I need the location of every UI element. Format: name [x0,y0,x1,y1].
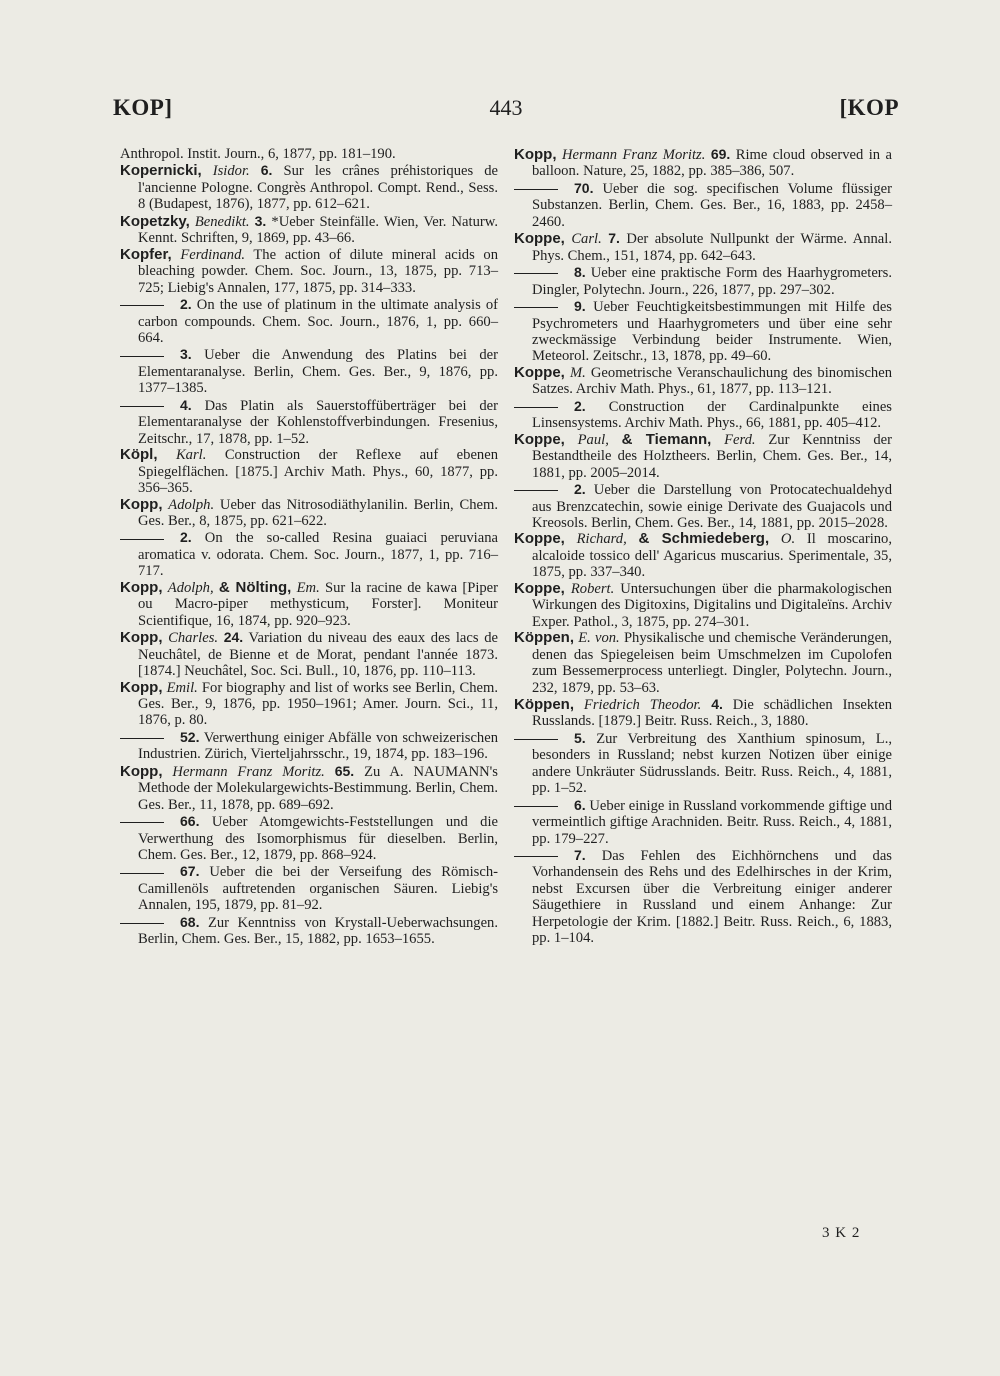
entry-number: 66. [180,813,200,830]
entry-text: Das Platin als Sauerstoffüberträger bei der Elementaranalyse der Kohlenstoffverbindungen. Fresenius, Zeitschr., 17, 1878, pp. 1–52. [138,397,498,447]
ditto-dash [120,539,164,540]
author-given-name: Hermann Franz Moritz. [172,763,325,780]
bibliography-entry [120,729,498,763]
ditto-dash [514,407,558,408]
bibliography-entry [120,813,498,863]
coauthor-surname: & Schmiedeberg, [638,530,770,548]
author-surname: Köppen, [514,695,574,713]
entry-number: 69. [710,146,731,162]
bibliography-entry [514,797,892,847]
author-given-name: Carl. [571,231,602,248]
bibliography-entry [120,680,498,729]
right-column [514,146,892,947]
entry-number: 2. [180,296,192,313]
entry-number: 52. [180,728,200,745]
bibliography-entry [514,398,892,432]
author-given-name: Richard, [576,531,627,548]
author-surname: Kopp, [120,762,163,780]
entry-number: 4. [711,695,723,712]
page-number: 443 [489,95,523,120]
author-surname: Kopfer, [120,245,172,263]
entry-text: Das Fehlen des Eichhörnchens und das Vorhandensein des Rehs und des Edelhirsches in der Krim, nebst Excursen über die Verbreitung einiger anderer Säugethiere in Russland und einem Anhange: Zur Herpetologie der Krim. [1882.] Beitr. Russ. Reich., 6, 1883, pp. 1–104. [532,848,892,947]
entry-text: Untersuchungen über die pharmakologischen Wirkungen des Digitoxins, Digitalins und Digitaleïns. Archiv Exper. Pathol., 3, 1875, pp. 274–301. [532,580,892,630]
entry-number: 24. [223,629,244,646]
author-given-name: Isidor. [212,163,250,180]
author-surname: Kopp, [514,146,557,163]
entry-text: *Ueber Steinfälle. Wien, Ver. Naturw. Kennt. Schriften, 9, 1869, pp. 43–66. [138,213,498,247]
bibliography-entry [120,529,498,579]
entry-text: Rime cloud observed in a balloon. Nature, 25, 1882, pp. 385–386, 507. [532,147,892,180]
entry-number: 2. [574,397,586,414]
coauthor-given-name: O. [780,531,796,548]
entry-text: Geometrische Veranschaulichung des binomischen Satzes. Archiv Math. Phys., 61, 1877, pp. 113–121. [532,364,893,398]
author-surname: Kopp, [120,495,163,513]
entry-text: Construction der Cardinalpunkte eines Linsensystems. Archiv Math. Phys., 66, 1881, pp. 405–412. [532,398,892,432]
entry-number: 7. [608,230,620,247]
author-given-name: Paul, [577,431,609,448]
entry-text: Der absolute Nullpunkt der Wärme. Annal. Phys. Chem., 151, 1874, pp. 642–643. [532,231,892,264]
entry-text: Verwerthung einiger Abfälle von schweizerischen Industrien. Zürich, Vierteljahrsschr., 19, 1874, pp. 183–196. [138,729,498,763]
entry-text: For biography and list of works see Berlin, Chem. Ges. Ber., 9, 1876, pp. 1950–1961; Amer. Journ. Sci., 11, 1876, p. 80. [138,679,499,729]
author-surname: Koppe, [514,530,565,548]
entry-text: Sur la racine de kawa [Piper ou Macro-piper methysticum, Forster]. Moniteur Scientifique, 16, 1874, pp. 920–923. [138,579,499,629]
entry-number: 3. [254,212,267,229]
bibliography-entry [514,531,892,580]
entry-text: On the so-called Resina guaiaci peruviana aromatica v. odorata. Chem. Soc. Journ., 1877, 1, pp. 716–717. [138,530,498,580]
entry-text: Ueber Feuchtigkeitsbestimmungen mit Hilfe des Psychrometers und Haarhygrometers und über eine sehr zweckmässige Verbindung beider Instrumente. Wien, Meteorol. Zeitschr., 13, 1878, pp. 49–60. [532,299,892,365]
bibliography-entry [514,298,892,365]
entry-number: 65. [334,762,355,779]
author-given-name: Hermann Franz Moritz. [561,147,706,163]
bibliography-entry [120,247,498,296]
ditto-dash [120,305,164,306]
author-surname: Köppen, [514,629,574,647]
ditto-dash [514,307,558,308]
bibliography-entry [514,146,892,180]
entry-number: 7. [574,847,586,864]
entry-number: 3. [180,346,192,363]
bibliography-entry [120,397,498,447]
ditto-dash [514,490,558,491]
author-given-name: Charles. [168,630,219,647]
bibliography-entry [120,213,498,247]
page-header [113,95,899,131]
ditto-dash [514,856,558,857]
running-head-right: [KOP [839,95,899,120]
author-surname: Koppe, [514,430,565,448]
bibliography-entry [514,847,892,947]
ditto-dash [514,189,558,190]
ditto-dash [514,806,558,807]
bibliography-entry [514,432,892,481]
author-surname: Kopernicki, [120,162,202,180]
entry-text: Zur Kenntniss der Bestandtheile des Holztheers. Berlin, Chem. Ges. Ber., 14, 1881, pp. 2005–2014. [532,431,892,481]
bibliography-entry [120,863,498,913]
bibliography-entry [120,447,498,496]
author-given-name: Emil. [166,679,198,696]
entry-text: Zur Verbreitung des Xanthium spinosum, L., besonders in Russland; nebst kurzen Notizen über einige andere Unkräuter Südrusslands. Beitr. Russ. Reich., 4, 1881, pp. 1–52. [532,730,892,797]
author-given-name: Karl. [175,447,207,464]
ditto-dash [120,923,164,924]
bibliography-entry [514,630,892,696]
author-given-name: M. [569,364,586,381]
entry-text: Sur les crânes préhistoriques de l'ancienne Pologne. Congrès Anthropol. Compt. Rend., Sess. 8 (Budapest, 1876), 1877, pp. 612–621. [138,163,498,213]
author-surname: Köpl, [120,446,158,464]
author-surname: Kopetzky, [120,212,190,230]
bibliography-entry [120,497,498,530]
entry-text: Anthropol. Instit. Journ., 6, 1877, pp. 181–190. [120,146,396,162]
entry-text: Zur Kenntniss von Krystall-Ueberwachsungen. Berlin, Chem. Ges. Ber., 15, 1882, pp. 1653–1655. [138,914,498,948]
entry-number: 6. [574,796,586,813]
author-given-name: Friedrich Theodor. [583,696,702,713]
bibliography-entry [514,264,892,298]
bibliography-entry [120,763,498,813]
signature-mark: 3 K 2 [822,1225,861,1241]
entry-text: Ueber die bei der Verseifung des Römisch-Camillenöls auftretenden organischen Säuren. Liebig's Annalen, 195, 1879, pp. 81–92. [138,864,498,914]
bibliography-entry [514,581,892,630]
author-surname: Koppe, [514,230,565,248]
ditto-dash [514,739,558,740]
author-surname: Kopp, [120,578,163,596]
author-surname: Koppe, [514,363,565,381]
entry-number: 2. [574,481,586,498]
author-surname: Koppe, [514,579,565,597]
entry-text: Ueber das Nitrosodiäthylanilin. Berlin, Chem. Ges. Ber., 8, 1875, pp. 621–622. [138,496,498,529]
author-given-name: Adolph. [168,496,215,513]
author-given-name: E. von. [578,630,620,647]
entry-text: Ueber die Darstellung von Protocatechualdehyd aus Brenzcatechin, sowie einige Derivate des Guajacols und Kreosols. Berlin, Chem. Ges. Ber., 14, 1881, pp. 2015–2028. [532,482,892,531]
coauthor-given-name: Ferd. [724,431,756,448]
entry-text: On the use of platinum in the ultimate analysis of carbon compounds. Chem. Soc. Journ., 1876, 1, pp. 660–664. [138,297,499,346]
entry-text: Construction der Reflexe auf ebenen Spiegelflächen. [1875.] Archiv Math. Phys., 60, 1877, pp. 356–365. [138,447,498,497]
ditto-dash [120,406,164,407]
entry-number: 9. [574,298,586,315]
entry-number: 5. [574,729,586,746]
bibliography-entry [514,230,892,264]
ditto-dash [120,822,164,823]
entry-text: Zu A. NAUMANN's Methode der Molekulargewichts-Bestimmung. Berlin, Chem. Ges. Ber., 11, 1878, pp. 689–692. [138,763,498,813]
bibliography-entry [514,180,892,230]
entry-number: 70. [574,179,594,196]
ditto-dash [120,738,164,739]
entry-number: 8. [574,264,586,281]
entry-text: Ueber die sog. specifischen Volume flüssiger Substanzen. Berlin, Chem. Ges. Ber., 16, 1883, pp. 2458–2460. [532,180,892,230]
entry-text: Ueber Atomgewichts-Feststellungen und die Verwerthung des Isomorphismus für dieselben. Berlin, Chem. Ges. Ber., 12, 1879, pp. 868–924. [138,814,498,864]
entry-text: Ueber die Anwendung des Platins bei der Elementaranalyse. Berlin, Chem. Ges. Ber., 9, 1876, pp. 1377–1385. [138,347,498,397]
author-surname: Kopp, [120,678,163,696]
entry-number: 68. [180,913,200,930]
bibliography-entry [120,296,498,346]
entry-text: The action of dilute mineral acids on bleaching powder. Chem. Soc. Journ., 13, 1875, pp. 713–725; Liebig's Annalen, 177, 1875, pp. 314–333. [138,246,498,296]
bibliography-entry [120,346,498,396]
author-surname: Kopp, [120,629,163,647]
left-column [120,146,498,948]
bibliography-entry [120,146,498,162]
entry-text: Ueber eine praktische Form des Haarhygrometers. Dingler, Polytechn. Journ., 226, 1877, pp. 297–302. [532,265,892,298]
entry-number: 67. [180,863,200,880]
bibliography-entry [120,162,498,212]
bibliography-entry [514,730,892,797]
bibliography-entry [120,914,498,948]
author-given-name: Ferdinand. [180,246,246,263]
running-head-left: KOP] [113,95,173,120]
ditto-dash [120,356,164,357]
author-given-name: Benedikt. [194,213,250,230]
bibliography-entry [120,580,498,629]
bibliography-entry [514,365,892,398]
bibliography-entry [514,481,892,531]
coauthor-given-name: Em. [296,579,320,596]
entry-number: 2. [180,529,192,546]
entry-text: Physikalische und chemische Veränderungen, denen das Spiegeleisen beim Umschmelzen im Cupolofen zum Bessemerprocess unterliegt. Dingler, Polytechn. Journ., 232, 1879, pp. 53–63. [532,630,893,696]
coauthor-surname: & Nölting, [218,578,292,596]
entry-text: Il moscarino, alcaloide tossico dell' Agaricus muscarius. Sperimentale, 35, 1875, pp. 337–340. [532,531,892,581]
entry-number: 4. [180,396,192,413]
ditto-dash [514,273,558,274]
ditto-dash [120,873,164,874]
bibliography-entry [514,696,892,730]
entry-text: Variation du niveau des eaux des lacs de Neuchâtel, de Bienne et de Morat, pendant l'année 1873. [1874.] Neuchâtel, Soc. Sci. Bull., 10, 1876, pp. 110–113. [138,630,498,680]
author-given-name: Robert. [570,580,615,597]
entry-number: 6. [260,162,273,179]
entry-text: Die schädlichen Insekten Russlands. [1879.] Beitr. Russ. Reich., 3, 1880. [532,696,893,730]
coauthor-surname: & Tiemann, [621,430,712,448]
bibliography-entry [120,629,498,679]
entry-text: Ueber einige in Russland vorkommende giftige und vermeintlich giftige Arachniden. Beitr. Russ. Reich., 4, 1881, pp. 179–227. [532,797,892,847]
author-given-name: Adolph, [167,579,214,596]
